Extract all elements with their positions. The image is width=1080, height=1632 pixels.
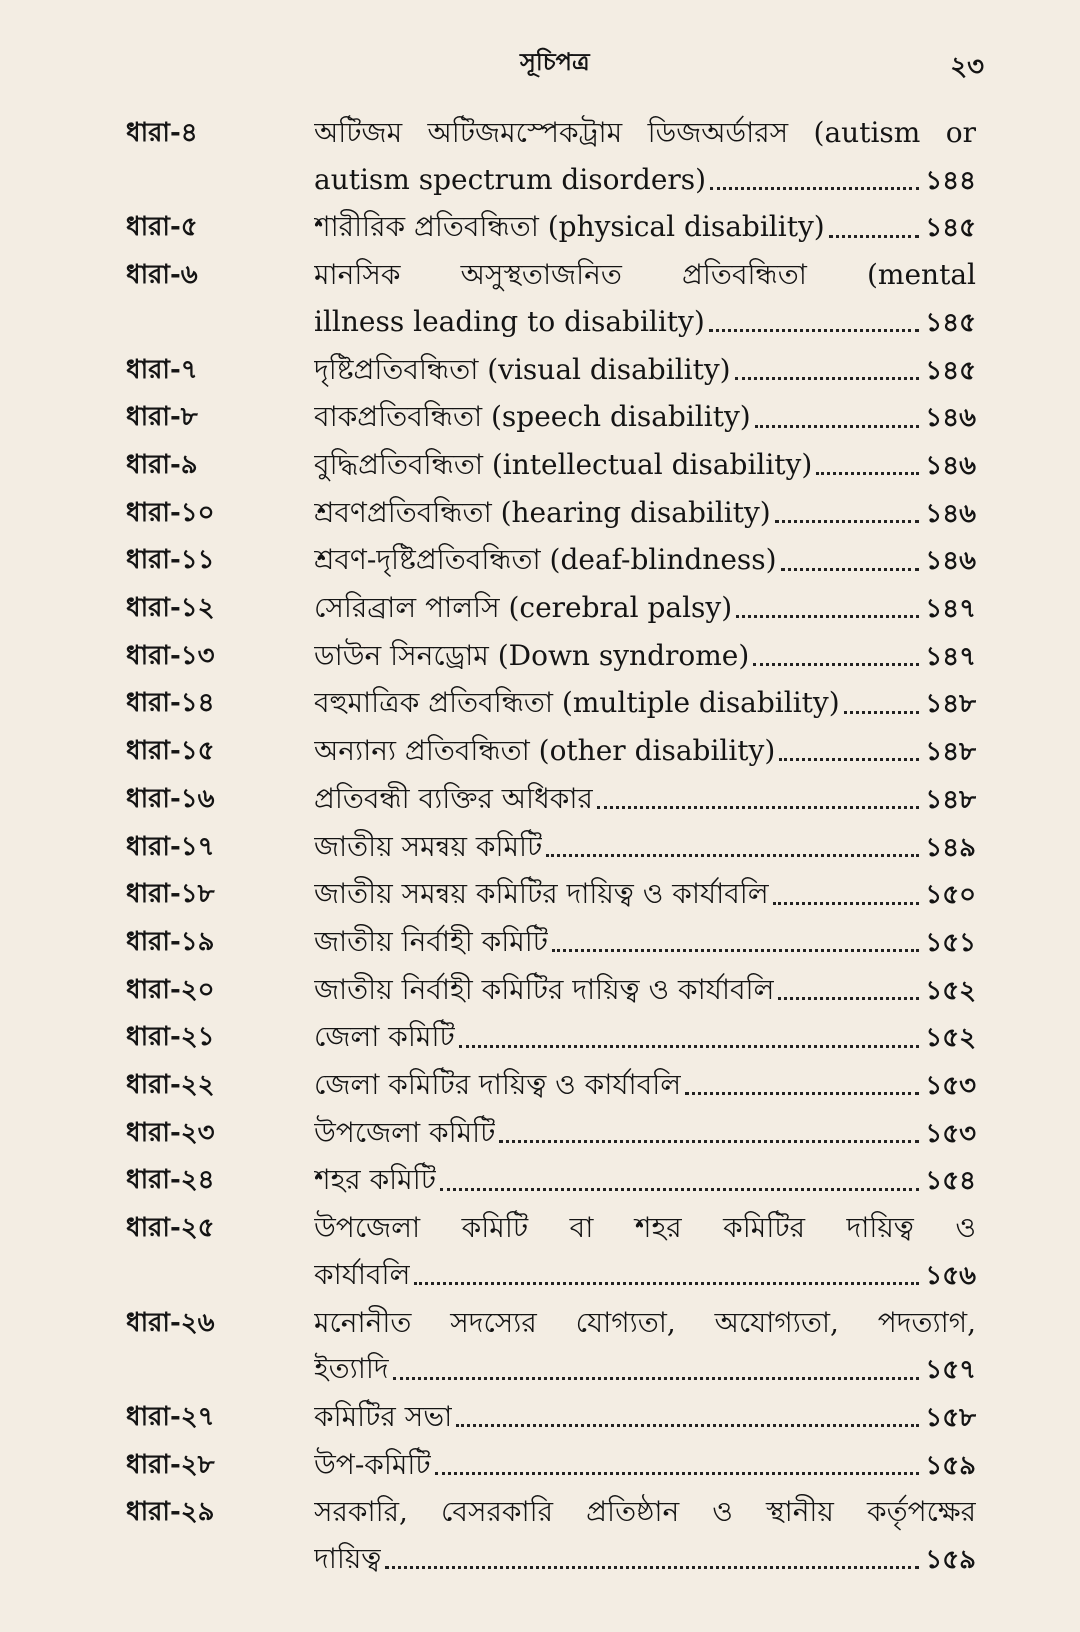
toc-entry-body [314, 110, 976, 204]
toc-section-number: ধারা-২১ [126, 1022, 215, 1053]
toc-section-number: ধারা-২৬ [126, 1307, 215, 1338]
toc-title-text: শহর কমিটি [314, 1163, 436, 1197]
toc-entry-body [314, 1205, 976, 1299]
dot-leader [736, 615, 919, 618]
toc-section-number: ধারা-২৯ [126, 1497, 215, 1528]
toc-entry-body [314, 1489, 976, 1583]
toc-entry-body [314, 252, 976, 346]
toc-title-line [314, 442, 976, 490]
toc-page-number: ১৪৮ [925, 737, 976, 768]
toc-section-number: ধারা-১৬ [126, 783, 215, 814]
toc-title-line [314, 680, 976, 728]
toc-title-text: অন্যান্য প্রতিবন্ধিতা (other disability) [314, 734, 776, 768]
toc-section-number: ধারা-২৮ [126, 1449, 215, 1480]
toc-page-number: ১৪৯ [925, 832, 976, 863]
toc-title-line [314, 157, 976, 205]
toc-section-number: ধারা-১০ [126, 497, 215, 528]
toc-entry [126, 633, 976, 681]
toc-entry-body [314, 728, 976, 776]
toc-entry [126, 776, 976, 824]
toc-entry-body [314, 490, 976, 538]
toc-title-line [314, 871, 976, 919]
toc-section-number: ধারা-৫ [126, 212, 198, 243]
toc-section-number: ধারা-৯ [126, 449, 198, 480]
toc-title-text: দায়িত্ব [314, 1542, 382, 1576]
toc-page-number: ১৫৮ [925, 1402, 976, 1433]
toc-title-line [314, 1205, 976, 1252]
toc-title-line [314, 824, 976, 872]
toc-title-line [314, 1300, 976, 1347]
toc-entry [126, 394, 976, 442]
toc-title-text: উপ-কমিটি [314, 1447, 431, 1481]
toc-page-number: ১৪৬ [925, 450, 976, 481]
toc-entry [126, 871, 976, 919]
toc-title-line [314, 1442, 976, 1490]
toc-entry-body [314, 585, 976, 633]
toc-entry [126, 110, 976, 204]
toc-title-line [314, 1489, 976, 1536]
dot-leader [816, 472, 919, 475]
toc-title-text: সরকারি, বেসরকারি প্রতিষ্ঠান ও স্থানীয় কর্তৃপক্ষের [314, 1495, 976, 1529]
toc-title-text: জাতীয় সমন্বয় কমিটির দায়িত্ব ও কার্যাবলি [314, 877, 769, 911]
toc-page-number: ১৫৬ [925, 1260, 976, 1291]
toc-entry [126, 1014, 976, 1062]
dot-leader [546, 854, 919, 857]
toc-entry-body [314, 347, 976, 395]
toc-entry-body [314, 776, 976, 824]
toc-entry-body [314, 680, 976, 728]
toc-title-text: ডাউন সিনড্রোম (Down syndrome) [314, 638, 750, 672]
toc-title-text: কার্যাবলি [314, 1257, 411, 1291]
toc-section-number: ধারা-২৩ [126, 1117, 215, 1148]
toc-page-number: ১৫২ [925, 975, 976, 1006]
toc-title-text: illness leading to disability) [314, 304, 705, 338]
table-of-contents [126, 110, 976, 1584]
toc-page-number: ১৪৬ [925, 546, 976, 577]
dot-leader [773, 902, 920, 905]
toc-entry [126, 204, 976, 252]
toc-page-number: ১৪৭ [925, 594, 976, 625]
toc-entry-body [314, 919, 976, 967]
toc-section-number: ধারা-১১ [126, 545, 215, 576]
toc-entry [126, 1394, 976, 1442]
toc-section-number: ধারা-৭ [126, 354, 198, 385]
toc-page-number: ১৫৯ [925, 1545, 976, 1576]
toc-title-text: দৃষ্টিপ্রতিবন্ধিতা (visual disability) [314, 352, 731, 386]
toc-entry [126, 1062, 976, 1110]
toc-title-line [314, 1014, 976, 1062]
toc-entry-body [314, 871, 976, 919]
toc-title-text: জেলা কমিটির দায়িত্ব ও কার্যাবলি [314, 1068, 682, 1102]
toc-entry-body [314, 1394, 976, 1442]
toc-title-text: শ্রবণপ্রতিবন্ধিতা (hearing disability) [314, 495, 771, 529]
dot-leader [440, 1188, 919, 1191]
toc-title-line [314, 110, 976, 157]
dot-leader [755, 425, 920, 428]
toc-title-text: অটিজম অটিজমস্পেকট্রাম ডিজঅর্ডারস (autism or [314, 116, 976, 149]
toc-entry [126, 1442, 976, 1490]
toc-title-line [314, 204, 976, 252]
toc-page-number: ১৪৮ [925, 784, 976, 815]
toc-entry-body [314, 442, 976, 490]
toc-section-number: ধারা-২০ [126, 974, 215, 1005]
toc-title-line [314, 394, 976, 442]
dot-leader [779, 758, 919, 761]
toc-page-number: ১৫১ [925, 927, 976, 958]
toc-entry [126, 537, 976, 585]
page-number: ২৩ [950, 52, 984, 82]
toc-title-line [314, 1394, 976, 1442]
dot-leader [459, 1045, 920, 1048]
toc-section-number: ধারা-১৮ [126, 879, 215, 910]
toc-entry-body [314, 1062, 976, 1110]
toc-entry-body [314, 1442, 976, 1490]
toc-entry [126, 1110, 976, 1158]
toc-title-text: সেরিব্রাল পালসি (cerebral palsy) [314, 591, 733, 625]
toc-page-number: ১৪৫ [925, 307, 976, 338]
dot-leader [735, 377, 920, 380]
toc-title-line [314, 1536, 976, 1584]
toc-title-line [314, 1252, 976, 1300]
toc-title-line [314, 490, 976, 538]
toc-entry-body [314, 824, 976, 872]
toc-section-number: ধারা-৮ [126, 402, 198, 433]
page-title: সূচিপত্র [520, 47, 590, 76]
toc-title-text: autism spectrum disorders) [314, 162, 707, 196]
dot-leader [685, 1092, 919, 1095]
toc-title-text: মনোনীত সদস্যের যোগ্যতা, অযোগ্যতা, পদত্যাগ, [314, 1305, 976, 1339]
toc-section-number: ধারা-২৭ [126, 1401, 215, 1432]
toc-entry-body [314, 1014, 976, 1062]
toc-title-text: উপজেলা কমিটি বা শহর কমিটির দায়িত্ব ও [314, 1211, 976, 1245]
toc-title-line [314, 728, 976, 776]
dot-leader [775, 520, 920, 523]
dot-leader [710, 187, 919, 190]
toc-section-number: ধারা-১২ [126, 593, 215, 624]
dot-leader [435, 1472, 920, 1475]
toc-section-number: ধারা-১৩ [126, 640, 215, 671]
toc-page-number: ১৫৪ [925, 1166, 976, 1197]
toc-entry-body [314, 1300, 976, 1394]
toc-entry [126, 680, 976, 728]
toc-title-text: প্রতিবন্ধী ব্যক্তির অধিকার [314, 781, 593, 815]
toc-title-text: বহুমাত্রিক প্রতিবন্ধিতা (multiple disability) [314, 686, 840, 720]
toc-entry [126, 1489, 976, 1583]
toc-title-line [314, 1157, 976, 1205]
toc-title-line [314, 252, 976, 299]
toc-section-number: ধারা-২২ [126, 1070, 215, 1101]
toc-title-line [314, 585, 976, 633]
toc-page-number: ১৫৯ [925, 1450, 976, 1481]
dot-leader [552, 949, 919, 952]
toc-page-number: ১৪৭ [925, 641, 976, 672]
toc-page-number: ১৪৬ [925, 498, 976, 529]
toc-page-number: ১৪৮ [925, 689, 976, 720]
toc-entry [126, 252, 976, 346]
toc-title-text: শারীরিক প্রতিবন্ধিতা (physical disability) [314, 210, 825, 244]
dot-leader [753, 663, 919, 666]
toc-section-number: ধারা-১৪ [126, 688, 215, 719]
dot-leader [414, 1282, 919, 1285]
dot-leader [844, 711, 920, 714]
toc-entry [126, 967, 976, 1015]
toc-entry-body [314, 204, 976, 252]
toc-title-text: জাতীয় সমন্বয় কমিটি [314, 829, 543, 863]
toc-section-number: ধারা-১৯ [126, 926, 215, 957]
toc-entry-body [314, 394, 976, 442]
toc-title-text: ইত্যাদি [314, 1352, 389, 1386]
toc-title-text: জাতীয় নির্বাহী কমিটির দায়িত্ব ও কার্যাবলি [314, 972, 775, 1006]
toc-page-number: ১৫২ [925, 1023, 976, 1054]
dot-leader [456, 1424, 919, 1427]
toc-page-number: ১৫৭ [925, 1355, 976, 1386]
toc-page-number: ১৪৪ [925, 165, 976, 196]
toc-title-line [314, 347, 976, 395]
toc-section-number: ধারা-১৭ [126, 831, 215, 862]
toc-title-line [314, 967, 976, 1015]
toc-page-number: ১৫০ [925, 880, 976, 911]
toc-title-text: জেলা কমিটি [314, 1020, 455, 1054]
toc-entry-body [314, 1110, 976, 1158]
toc-entry [126, 824, 976, 872]
toc-entry [126, 919, 976, 967]
toc-entry [126, 1300, 976, 1394]
toc-title-line [314, 776, 976, 824]
dot-leader [385, 1566, 919, 1569]
toc-title-text: মানসিক অসুস্থতাজনিত প্রতিবন্ধিতা (mental [314, 258, 976, 292]
toc-section-number: ধারা-৬ [126, 260, 198, 291]
toc-title-line [314, 299, 976, 347]
toc-entry-body [314, 1157, 976, 1205]
dot-leader [499, 1140, 919, 1143]
page-header [0, 44, 1080, 84]
toc-entry [126, 490, 976, 538]
toc-title-text: জাতীয় নির্বাহী কমিটি [314, 924, 549, 958]
toc-title-text: উপজেলা কমিটি [314, 1115, 496, 1149]
toc-section-number: ধারা-৪ [126, 118, 198, 148]
toc-entry [126, 442, 976, 490]
toc-entry-body [314, 633, 976, 681]
toc-entry [126, 1157, 976, 1205]
toc-entry [126, 347, 976, 395]
toc-title-line [314, 1346, 976, 1394]
dot-leader [778, 997, 919, 1000]
toc-entry [126, 585, 976, 633]
toc-entry-body [314, 537, 976, 585]
toc-title-line [314, 537, 976, 585]
toc-title-line [314, 919, 976, 967]
toc-page-number: ১৫৩ [925, 1071, 976, 1102]
toc-title-line [314, 1062, 976, 1110]
toc-title-text: কমিটির সভা [314, 1399, 453, 1433]
toc-title-line [314, 1110, 976, 1158]
toc-page-number: ১৪৫ [925, 355, 976, 386]
toc-title-line [314, 633, 976, 681]
toc-entry-body [314, 967, 976, 1015]
toc-page-number: ১৫৩ [925, 1118, 976, 1149]
toc-page-number: ১৪৬ [925, 403, 976, 434]
toc-page-number: ১৪৫ [925, 213, 976, 244]
toc-section-number: ধারা-২৫ [126, 1213, 215, 1244]
toc-section-number: ধারা-২৪ [126, 1165, 215, 1196]
dot-leader [597, 806, 920, 809]
dot-leader [709, 329, 920, 332]
dot-leader [781, 568, 920, 571]
toc-title-text: বাকপ্রতিবন্ধিতা (speech disability) [314, 400, 751, 434]
toc-entry [126, 1205, 976, 1299]
toc-title-text: শ্রবণ-দৃষ্টিপ্রতিবন্ধিতা (deaf-blindness) [314, 543, 777, 577]
toc-entry [126, 728, 976, 776]
dot-leader [829, 235, 920, 238]
toc-section-number: ধারা-১৫ [126, 736, 215, 767]
toc-title-text: বুদ্ধিপ্রতিবন্ধিতা (intellectual disability) [314, 447, 813, 481]
dot-leader [393, 1377, 920, 1380]
